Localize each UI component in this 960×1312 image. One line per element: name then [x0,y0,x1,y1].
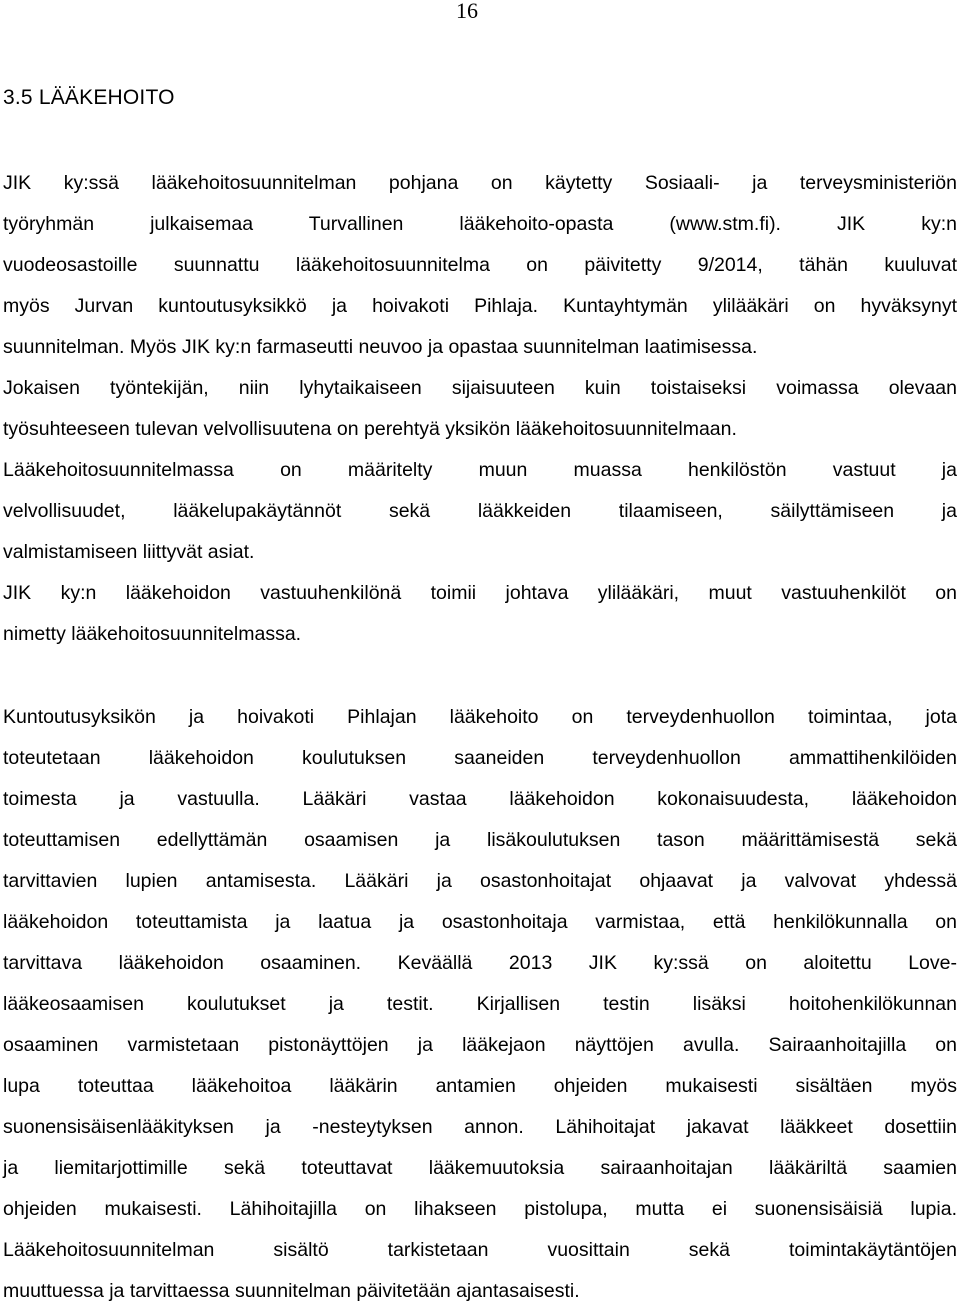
text-line: Lääkehoitosuunnitelman sisältö tarkistetaan vuosittain sekä toimintakäytäntöjen [3,1239,957,1261]
text-line: suonensisäisenlääkityksen ja -nesteytyksen annon. Lähihoitajat jakavat lääkkeet dosettiin [3,1116,957,1138]
text-line: JIK ky:n lääkehoidon vastuuhenkilönä toimii johtava ylilääkäri, muut vastuuhenkilöt on [3,582,957,604]
text-line: lupa toteuttaa lääkehoitoa lääkärin antamien ohjeiden mukaisesti sisältäen myös [3,1075,957,1097]
text-line: muuttuessa ja tarvittaessa suunnitelman päivitetään ajantasaisesti. [3,1280,580,1302]
text-line: Jokaisen työntekijän, niin lyhytaikaiseen sijaisuuteen kuin toistaiseksi voimassa olevaan [3,377,957,399]
text-line: myös Jurvan kuntoutusyksikkö ja hoivakoti Pihlaja. Kuntayhtymän ylilääkäri on hyväksynyt [3,295,957,317]
paragraph-block-2 [3,697,957,1312]
text-line: lääkehoidon toteuttamista ja laatua ja osastonhoitaja varmistaa, että henkilökunnalla on [3,911,957,933]
text-line: ohjeiden mukaisesti. Lähihoitajilla on lihakseen pistolupa, mutta ei suonensisäisiä lupia. [3,1198,957,1220]
text-line: JIK ky:ssä lääkehoitosuunnitelman pohjana on käytetty Sosiaali- ja terveysministeriön [3,172,957,194]
text-line: tarvittava lääkehoidon osaaminen. Keväällä 2013 JIK ky:ssä on aloitettu Love- [3,952,957,974]
text-line: työsuhteeseen tulevan velvollisuutena on perehtyä yksikön lääkehoitosuunnitelmaan. [3,418,737,440]
text-line: tarvittavien lupien antamisesta. Lääkäri ja osastonhoitajat ohjaavat ja valvovat yhdessä [3,870,957,892]
section-heading: 3.5 LÄÄKEHOITO [3,86,175,109]
paragraph-block-1 [3,163,957,655]
text-line: suunnitelman. Myös JIK ky:n farmaseutti neuvoo ja opastaa suunnitelman laatimisessa. [3,336,758,358]
text-line: työryhmän julkaisemaa Turvallinen lääkehoito-opasta (www.stm.fi). JIK ky:n [3,213,957,235]
text-line: velvollisuudet, lääkelupakäytännöt sekä lääkkeiden tilaamiseen, säilyttämiseen ja [3,500,957,522]
text-line: ja liemitarjottimille sekä toteuttavat lääkemuutoksia sairaanhoitajan lääkäriltä saamien [3,1157,957,1179]
text-line: lääkeosaamisen koulutukset ja testit. Kirjallisen testin lisäksi hoitohenkilökunnan [3,993,957,1015]
page-number: 16 [456,0,478,23]
text-line: toteuttamisen edellyttämän osaamisen ja lisäkoulutuksen tason määrittämisestä sekä [3,829,957,851]
text-line: toteutetaan lääkehoidon koulutuksen saaneiden terveydenhuollon ammattihenkilöiden [3,747,957,769]
text-line: Lääkehoitosuunnitelmassa on määritelty muun muassa henkilöstön vastuut ja [3,459,957,481]
text-line: valmistamiseen liittyvät asiat. [3,541,255,563]
text-line: nimetty lääkehoitosuunnitelmassa. [3,623,302,645]
text-line: vuodeosastoille suunnattu lääkehoitosuunnitelma on päivitetty 9/2014, tähän kuuluvat [3,254,957,276]
text-line: osaaminen varmistetaan pistonäyttöjen ja lääkejaon näyttöjen avulla. Sairaanhoitajilla on [3,1034,957,1056]
text-line: Kuntoutusyksikön ja hoivakoti Pihlajan lääkehoito on terveydenhuollon toimintaa, jota [3,706,957,728]
text-line: toimesta ja vastuulla. Lääkäri vastaa lääkehoidon kokonaisuudesta, lääkehoidon [3,788,957,810]
